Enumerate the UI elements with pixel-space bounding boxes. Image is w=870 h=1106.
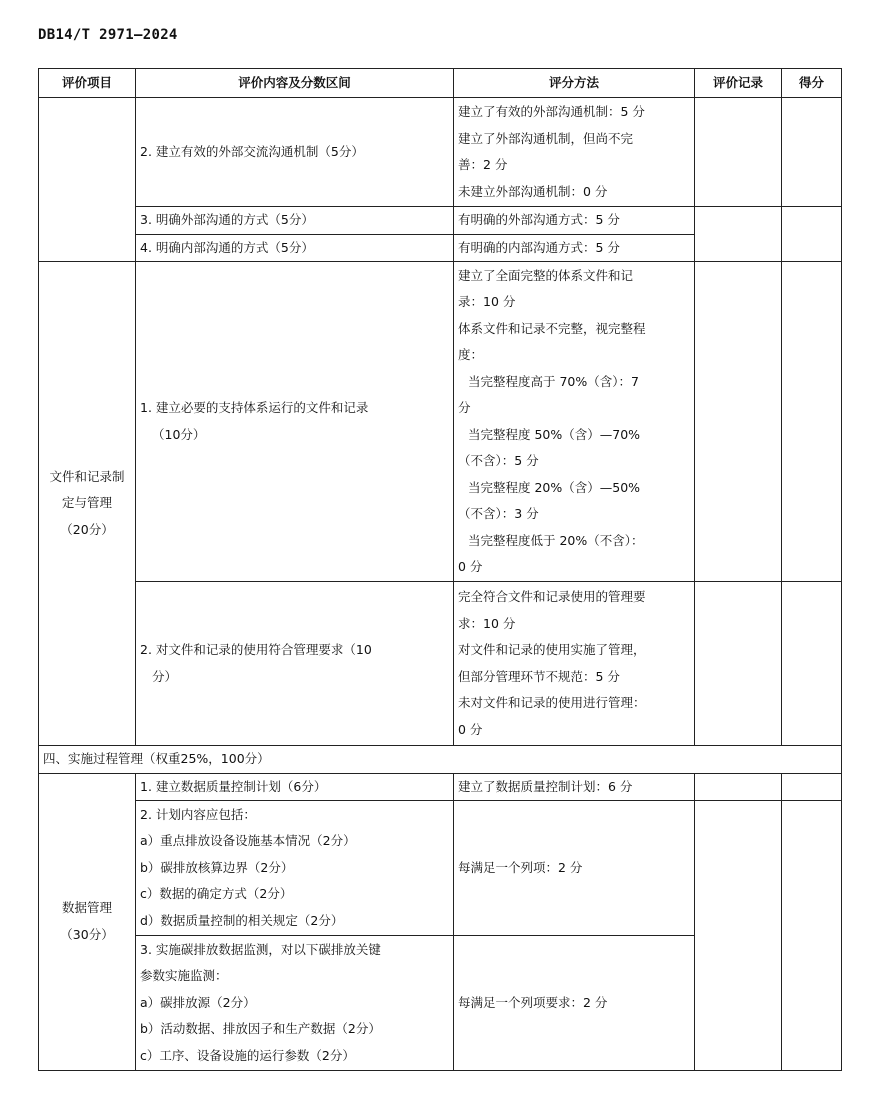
content-cell: 1. 建立必要的支持体系运行的文件和记录 （10分）	[136, 262, 454, 582]
record-cell	[695, 98, 782, 207]
evaluation-table	[38, 68, 842, 1071]
table-row	[39, 773, 842, 801]
header-score: 得分	[782, 69, 842, 98]
section-title: 四、实施过程管理（权重25%，100分）	[39, 746, 842, 774]
item-cell-continued	[39, 98, 136, 262]
table-row	[39, 801, 842, 936]
header-scoring-method: 评分方法	[454, 69, 695, 98]
record-cell	[695, 773, 782, 801]
method-cell: 每满足一个列项要求：2 分	[454, 936, 695, 1071]
method-cell: 每满足一个列项：2 分	[454, 801, 695, 936]
item-cell-documents: 文件和记录制 定与管理 （20分）	[39, 262, 136, 746]
score-cell	[782, 98, 842, 207]
record-cell	[695, 801, 782, 1071]
score-cell	[782, 207, 842, 262]
content-cell: 2. 建立有效的外部交流沟通机制（5分）	[136, 98, 454, 207]
score-cell	[782, 262, 842, 582]
method-cell: 建立了有效的外部沟通机制：5 分 建立了外部沟通机制，但尚不完 善：2 分 未建立外部沟通机制：0 分	[454, 98, 695, 207]
content-cell: 3. 明确外部沟通的方式（5分）	[136, 207, 454, 235]
table-row	[39, 262, 842, 582]
method-cell: 建立了全面完整的体系文件和记 录：10 分 体系文件和记录不完整，视完整程 度： 当完整程度高于 70%（含）：7 分 当完整程度 50%（含）—70% （不含）：5 分 当完整程度 20%（含）—50% （不含）：3 分 当完整程度低于 20%（不含）： 0 分	[454, 262, 695, 582]
method-cell: 建立了数据质量控制计划：6 分	[454, 773, 695, 801]
content-cell: 4. 明确内部沟通的方式（5分）	[136, 234, 454, 262]
content-cell: 3. 实施碳排放数据监测，对以下碳排放关键 参数实施监测： a）碳排放源（2分） b）活动数据、排放因子和生产数据（2分） c）工序、设备设施的运行参数（2分）	[136, 936, 454, 1071]
score-cell	[782, 773, 842, 801]
record-cell	[695, 207, 782, 262]
table-row	[39, 98, 842, 207]
method-cell: 完全符合文件和记录使用的管理要 求：10 分 对文件和记录的使用实施了管理， 但部分管理环节不规范：5 分 未对文件和记录的使用进行管理： 0 分	[454, 582, 695, 746]
item-cell-data-management: 数据管理 （30分）	[39, 773, 136, 1071]
method-cell: 有明确的外部沟通方式：5 分	[454, 207, 695, 235]
record-cell	[695, 582, 782, 746]
section-row	[39, 746, 842, 774]
content-cell: 2. 计划内容应包括： a）重点排放设备设施基本情况（2分） b）碳排放核算边界（2分） c）数据的确定方式（2分） d）数据质量控制的相关规定（2分）	[136, 801, 454, 936]
score-cell	[782, 801, 842, 1071]
content-cell: 2. 对文件和记录的使用符合管理要求（10 分）	[136, 582, 454, 746]
table-row	[39, 207, 842, 235]
table-header-row	[39, 69, 842, 98]
document-id: DB14/T 2971—2024	[38, 27, 178, 43]
content-cell: 1. 建立数据质量控制计划（6分）	[136, 773, 454, 801]
header-eval-record: 评价记录	[695, 69, 782, 98]
method-cell: 有明确的内部沟通方式：5 分	[454, 234, 695, 262]
header-eval-content: 评价内容及分数区间	[136, 69, 454, 98]
record-cell	[695, 262, 782, 582]
header-eval-item: 评价项目	[39, 69, 136, 98]
table-row	[39, 582, 842, 746]
score-cell	[782, 582, 842, 746]
